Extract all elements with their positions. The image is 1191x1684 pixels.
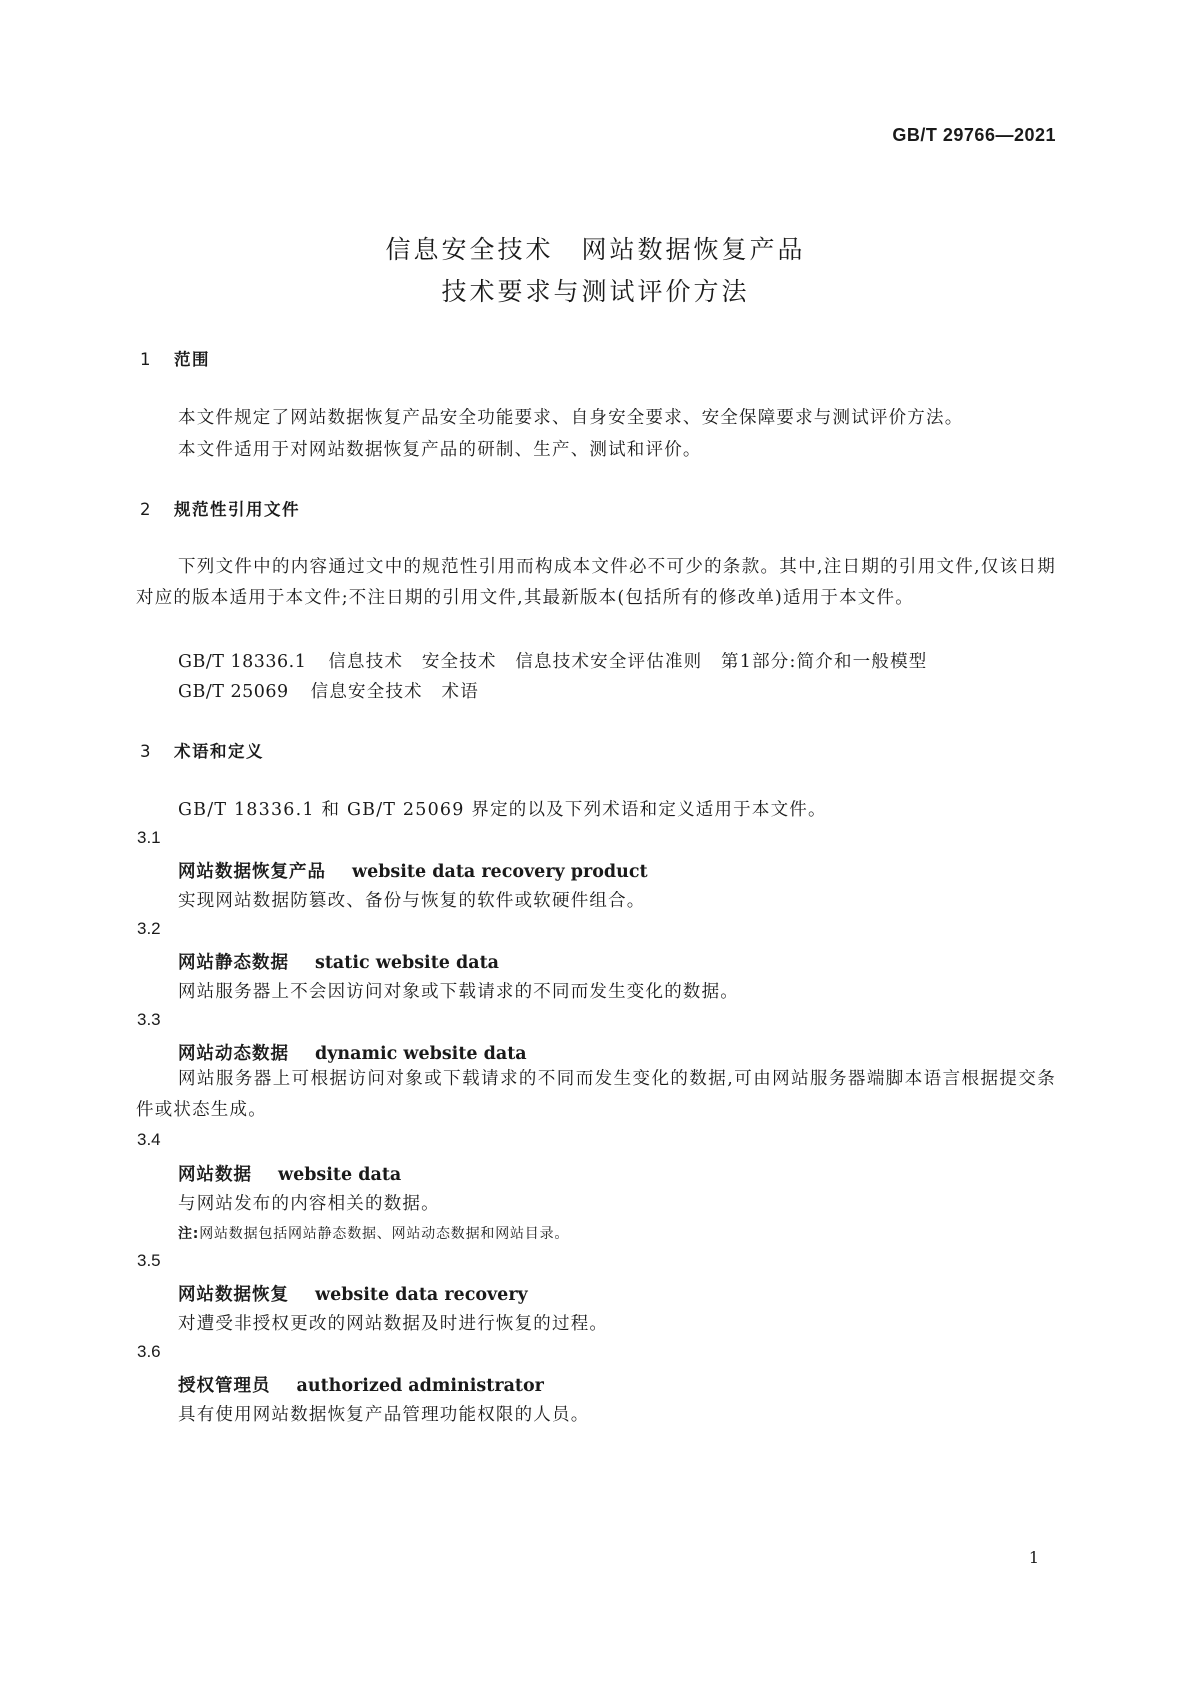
term-name-en: authorized administrator [296,1376,544,1396]
paragraph: 下列文件中的内容通过文中的规范性引用而构成本文件必不可少的条款。其中,注日期的引用文件,仅该日期对应的版本适用于本文件;不注日期的引用文件,其最新版本(包括所有的修改单)适用于本文件。 [136,557,1056,608]
term-definition: 实现网站数据防篡改、备份与恢复的软件或软硬件组合。 [178,891,646,911]
term-number: 3.4 [137,1130,161,1149]
note-label: 注: [178,1226,200,1242]
document-title-line-2: 技术要求与测试评价方法 [441,277,750,306]
term-name-en: website data recovery [315,1285,528,1305]
reference-code: GB/T 25069 [178,682,289,702]
term-number: 3.5 [137,1251,161,1270]
section-title: 规范性引用文件 [174,500,300,519]
reference-title: 信息安全技术 术语 [310,682,479,702]
term-definition: 网站服务器上可根据访问对象或下载请求的不同而发生变化的数据,可由网站服务器端脚本语言根据提交条件或状态生成。 [136,1069,1056,1120]
section-heading-terms [140,738,264,762]
document-title-line-1: 信息安全技术 网站数据恢复产品 [385,235,806,264]
section-number: 1 [140,350,152,369]
term-name-cn: 授权管理员 [178,1376,271,1396]
term-name-cn: 网站数据 [178,1165,252,1185]
term-number: 3.3 [137,1010,161,1029]
term-name [178,1161,401,1186]
term-name [178,949,499,974]
term-name-en: website data recovery product [352,862,648,882]
reference-code: GB/T 18336.1 [178,652,307,672]
page-number: 1 [1028,1548,1039,1567]
term-note [178,1223,569,1243]
term-name-en: static website data [315,953,499,973]
standard-number: GB/T 29766—2021 [892,125,1056,145]
section-heading-scope [140,346,210,370]
section-title: 术语和定义 [174,742,264,761]
paragraph: 本文件规定了网站数据恢复产品安全功能要求、自身安全要求、安全保障要求与测试评价方法。 [178,408,964,428]
term-definition: 与网站发布的内容相关的数据。 [178,1194,440,1214]
section-number: 2 [140,500,152,519]
section-number: 3 [140,742,152,761]
section-heading-normative-references [140,496,300,520]
term-name-cn: 网站动态数据 [178,1044,289,1064]
reference-title: 信息技术 安全技术 信息技术安全评估准则 第1部分:简介和一般模型 [328,652,928,672]
term-name [178,1040,527,1065]
term-name-cn: 网站数据恢复产品 [178,862,326,882]
term-name [178,858,648,883]
note-text: 网站数据包括网站静态数据、网站动态数据和网站目录。 [199,1226,570,1242]
paragraph: GB/T 18336.1 和 GB/T 25069 界定的以及下列术语和定义适用于本文件。 [178,800,827,820]
term-name-cn: 网站静态数据 [178,953,289,973]
term-name [178,1372,544,1397]
term-number: 3.6 [137,1342,161,1361]
paragraph: 本文件适用于对网站数据恢复产品的研制、生产、测试和评价。 [178,440,702,460]
reference-item [178,678,479,703]
term-number: 3.1 [137,828,161,847]
term-definition: 具有使用网站数据恢复产品管理功能权限的人员。 [178,1405,590,1425]
term-name-en: website data [278,1165,402,1185]
term-name-cn: 网站数据恢复 [178,1285,289,1305]
term-number: 3.2 [137,919,161,938]
term-definition: 对遭受非授权更改的网站数据及时进行恢复的过程。 [178,1314,609,1334]
term-name [178,1281,528,1306]
term-name-en: dynamic website data [315,1044,527,1064]
term-definition: 网站服务器上不会因访问对象或下载请求的不同而发生变化的数据。 [178,982,739,1002]
section-title: 范围 [174,350,210,369]
reference-item [178,648,927,673]
